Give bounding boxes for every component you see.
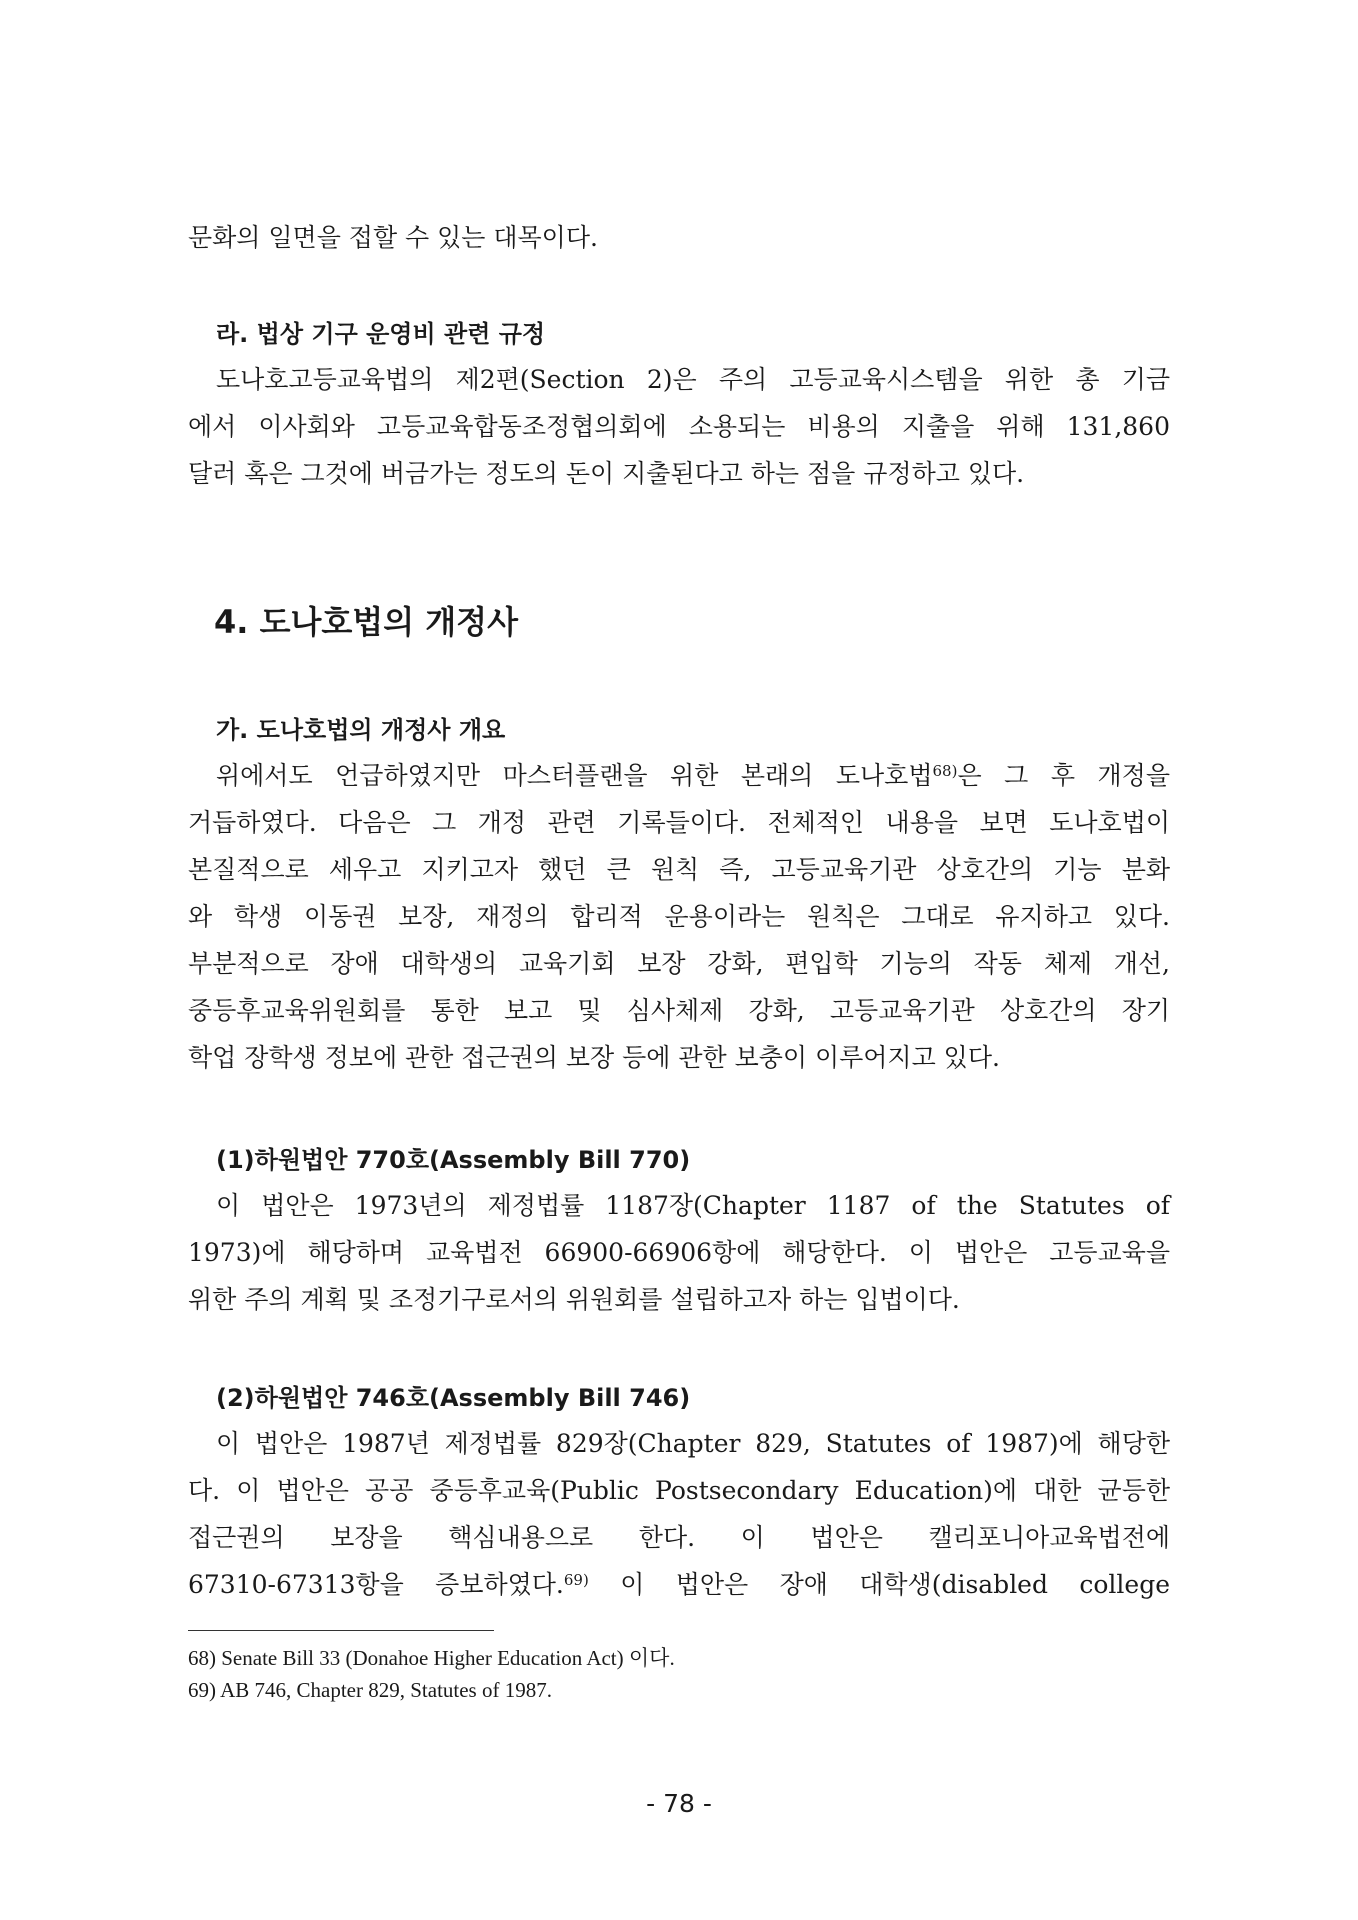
page-number: - 78 -: [646, 1789, 712, 1818]
line-text: 이 법안은 장애 대학생(disabled college: [588, 1570, 1170, 1599]
line-text: 67310-67313항을 증보하였다.: [188, 1570, 564, 1599]
footnote-ref-68: 68): [932, 762, 958, 780]
section-ra: [188, 314, 1170, 354]
footnote-ref-69: 69): [563, 1571, 589, 1589]
paragraph-line: 부분적으로 장애 대학생의 교육기회 보장 강화, 편입학 기능의 작동 체제 개선,: [188, 949, 1170, 978]
line-text: 위에서도 언급하였지만 마스터플랜을 위한 본래의 도나호법: [216, 761, 933, 790]
bill-746: [188, 1378, 1170, 1418]
paragraph-line: 접근권의 보장을 핵심내용으로 한다. 이 법안은 캘리포니아교육법전에: [188, 1523, 1170, 1552]
bill-770-heading: (1)하원법안 770호(Assembly Bill 770): [216, 1146, 691, 1174]
section-ga-paragraph: [188, 752, 1170, 1081]
paragraph-line: 도나호고등교육법의 제2편(Section 2)은 주의 고등교육시스템을 위한 총 기금: [216, 365, 1170, 394]
paragraph-line: 본질적으로 세우고 지키고자 했던 큰 원칙 즉, 고등교육기관 상호간의 기능 분화: [188, 855, 1170, 884]
footnote-69: 69) AB 746, Chapter 829, Statutes of 1987.: [188, 1678, 552, 1702]
paragraph-line: 1973)에 해당하며 교육법전 66900-66906항에 해당한다. 이 법안은 고등교육을: [188, 1238, 1170, 1267]
bill-770: [188, 1140, 1170, 1180]
footnote-68: 68) Senate Bill 33 (Donahoe Higher Education Act) 이다.: [188, 1646, 675, 1670]
bill-746-heading: (2)하원법안 746호(Assembly Bill 746): [216, 1384, 691, 1412]
paragraph-line: 중등후교육위원회를 통한 보고 및 심사체제 강화, 고등교육기관 상호간의 장기: [188, 996, 1170, 1025]
bill-770-paragraph: [188, 1182, 1170, 1323]
paragraph-line: 다. 이 법안은 공공 중등후교육(Public Postsecondary Education)에 대한 균등한: [188, 1476, 1170, 1505]
bill-746-paragraph: [188, 1420, 1170, 1608]
paragraph-line: 위한 주의 계획 및 조정기구로서의 위원회를 설립하고자 하는 입법이다.: [188, 1285, 960, 1314]
intro-paragraph: [188, 214, 1170, 261]
paragraph-line: [188, 1561, 1170, 1608]
section-ra-paragraph: [188, 356, 1170, 497]
paragraph-line: 이 법안은 1987년 제정법률 829장(Chapter 829, Statutes of 1987)에 해당한: [216, 1429, 1170, 1458]
section-ga-heading: 가. 도나호법의 개정사 개요: [216, 716, 506, 744]
paragraph-line: 이 법안은 1973년의 제정법률 1187장(Chapter 1187 of the Statutes of: [216, 1191, 1170, 1220]
section-4-heading: 4. 도나호법의 개정사: [214, 603, 518, 641]
section-ga: [188, 710, 1170, 750]
paragraph-line: 달러 혹은 그것에 버금가는 정도의 돈이 지출된다고 하는 점을 규정하고 있다.: [188, 459, 1025, 488]
paragraph-line: 학업 장학생 정보에 관한 접근권의 보장 등에 관한 보충이 이루어지고 있다.: [188, 1043, 1000, 1072]
paragraph-line: 거듭하였다. 다음은 그 개정 관련 기록들이다. 전체적인 내용을 보면 도나호법이: [188, 808, 1170, 837]
line-text: 은 그 후 개정을: [957, 761, 1170, 790]
intro-line: 문화의 일면을 접할 수 있는 대목이다.: [188, 223, 598, 252]
footnotes: [188, 1642, 1170, 1706]
paragraph-line: 와 학생 이동권 보장, 재정의 합리적 운용이라는 원칙은 그대로 유지하고 있다.: [188, 902, 1170, 931]
section-ra-heading: 라. 법상 기구 운영비 관련 규정: [216, 320, 546, 348]
footnote-divider: [188, 1630, 494, 1631]
section-4: [188, 598, 1170, 646]
paragraph-line: [188, 752, 1170, 799]
paragraph-line: 에서 이사회와 고등교육합동조정협의회에 소용되는 비용의 지출을 위해 131,860: [188, 412, 1170, 441]
